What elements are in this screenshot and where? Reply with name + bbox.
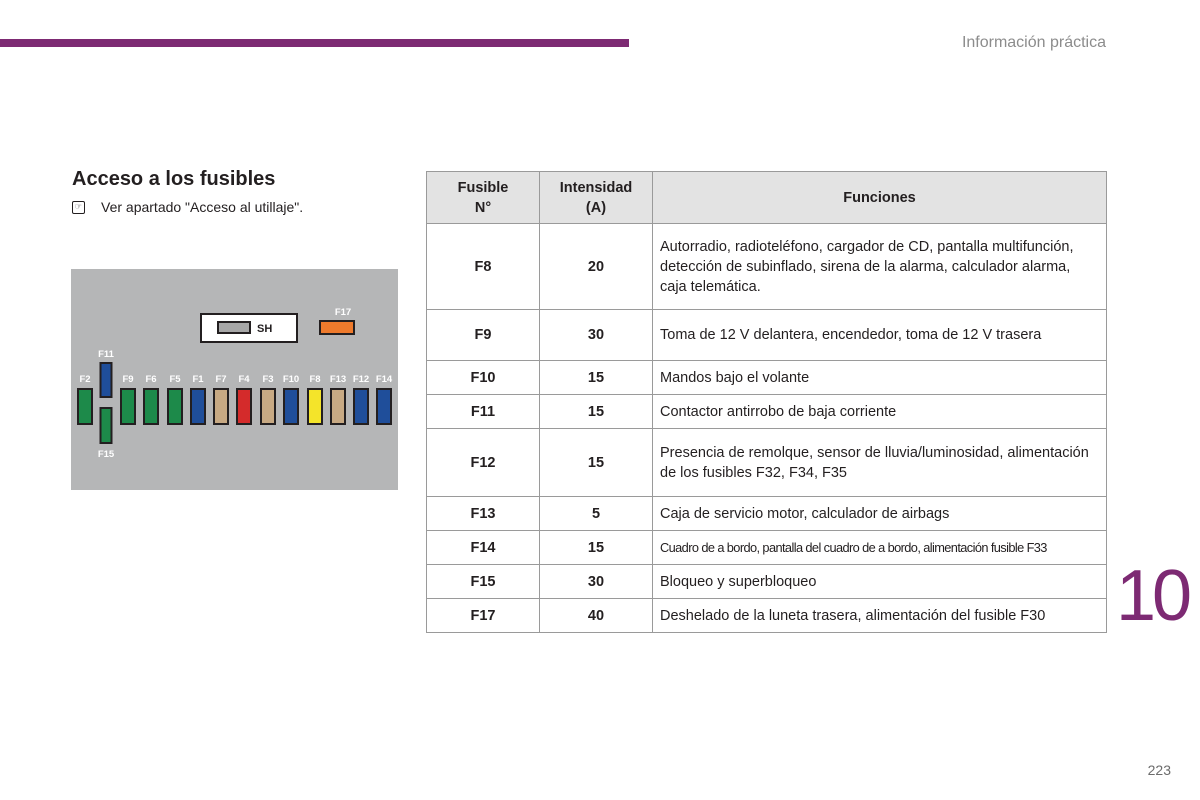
shunt-fuse [218,322,250,333]
table-header-row [427,172,1107,224]
header-fuse: Fusible N° [427,172,540,224]
fuse-f8 [308,389,322,424]
function-cell: Bloqueo y superbloqueo [653,565,1107,599]
fuse-f11 [101,363,112,397]
fuse-f14 [377,389,391,424]
fuse-box-svg [71,269,398,490]
amps-cell: 40 [540,599,653,633]
page-number: 223 [1147,762,1171,778]
fuse-label-f14: F14 [375,374,393,385]
fuse-label-f17: F17 [334,307,352,318]
reference-text: Ver apartado "Acceso al utillaje". [101,199,304,215]
amps-cell: 5 [540,497,653,531]
fuse-f5 [168,389,182,424]
function-cell: Caja de servicio motor, calculador de airbags [653,497,1107,531]
amps-cell: 20 [540,224,653,310]
table-row [427,224,1107,310]
fuse-label-f12: F12 [352,374,370,385]
header-functions: Funciones [653,172,1107,224]
fuse-label-f8: F8 [309,374,321,385]
function-cell: Mandos bajo el volante [653,361,1107,395]
fuse-label-f3: F3 [262,374,274,385]
amps-cell: 30 [540,565,653,599]
table-row [427,310,1107,361]
function-cell: Cuadro de a bordo, pantalla del cuadro de a bordo, alimentación fusible F33 [653,531,1107,565]
table-row [427,429,1107,497]
fuse-f13 [331,389,345,424]
fuse-f4 [237,389,251,424]
fuse-f7 [214,389,228,424]
fuse-label-f15: F15 [97,449,115,460]
fuse-f6 [144,389,158,424]
pointing-hand-icon: ☞ [72,201,85,214]
fuse-cell: F8 [427,224,540,310]
fuse-f12 [354,389,368,424]
table-row [427,565,1107,599]
table-row [427,599,1107,633]
fuse-label-f1: F1 [192,374,204,385]
header-intensity: Intensidad (A) [540,172,653,224]
fuse-f9 [121,389,135,424]
top-accent-bar [0,39,629,47]
fuse-label-f9: F9 [122,374,134,385]
fuse-f3 [261,389,275,424]
table-row [427,531,1107,565]
amps-cell: 15 [540,395,653,429]
amps-cell: 30 [540,310,653,361]
reference-note [72,199,303,215]
fuse-cell: F13 [427,497,540,531]
fuse-label-f6: F6 [145,374,157,385]
fuse-f1 [191,389,205,424]
amps-cell: 15 [540,429,653,497]
fuse-f15 [101,408,112,443]
function-cell: Presencia de remolque, sensor de lluvia/luminosidad, alimentación de los fusibles F32, F34, F35 [653,429,1107,497]
fuse-label-f5: F5 [169,374,181,385]
function-cell: Autorradio, radioteléfono, cargador de CD, pantalla multifunción, detección de subinflado, sirena de la alarma, calculador alarma, caja telemática. [653,224,1107,310]
fuse-cell: F17 [427,599,540,633]
fuse-label-f4: F4 [238,374,250,385]
amps-cell: 15 [540,531,653,565]
table-row [427,361,1107,395]
function-cell: Contactor antirrobo de baja corriente [653,395,1107,429]
fuse-cell: F10 [427,361,540,395]
table-row [427,497,1107,531]
fuse-cell: F11 [427,395,540,429]
fuse-f2 [78,389,92,424]
table-row [427,395,1107,429]
section-heading: Acceso a los fusibles [72,168,276,190]
fuse-cell: F12 [427,429,540,497]
section-title: Información práctica [961,34,1106,51]
amps-cell: 15 [540,361,653,395]
fuse-cell: F9 [427,310,540,361]
fuse-label-f2: F2 [79,374,91,385]
fuse-label-f11: F11 [98,349,114,360]
function-cell: Deshelado de la luneta trasera, alimentación del fusible F30 [653,599,1107,633]
fuse-table [426,171,1107,633]
fuse-label-f10: F10 [282,374,300,385]
function-cell: Toma de 12 V delantera, encendedor, toma de 12 V trasera [653,310,1107,361]
fuse-label-f13: F13 [329,374,347,385]
chapter-number: 10 [1116,556,1189,636]
fuse-cell: F14 [427,531,540,565]
shunt-label: SH [257,323,273,335]
fuse-f17 [320,321,354,334]
fuse-box-diagram [71,269,398,490]
fuse-f10 [284,389,298,424]
fuse-cell: F15 [427,565,540,599]
fuse-label-f7: F7 [215,374,227,385]
